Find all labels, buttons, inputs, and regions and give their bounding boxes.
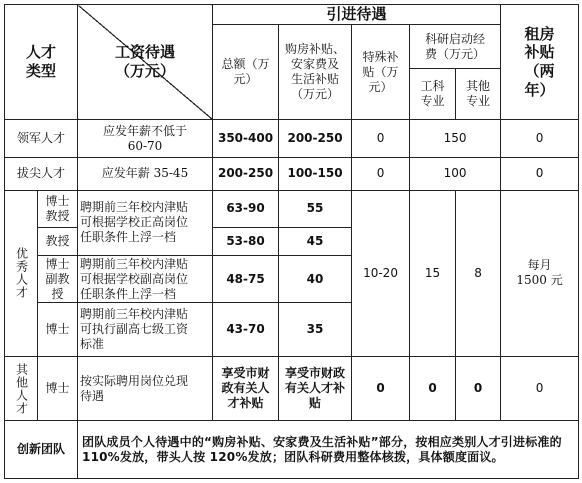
header-talent-type-line1: 人才 — [26, 43, 57, 62]
row-youxiu-salary-a — [78, 190, 213, 255]
row-youxiu-total3: 48-75 — [213, 255, 279, 303]
row-youxiu-salary-b-line1: 聘期前三年校内津贴 — [80, 256, 189, 271]
header-housing — [279, 25, 352, 120]
row-youxiu-sub3 — [38, 255, 78, 303]
header-special-line3: 元） — [368, 79, 393, 94]
row-lingjun-housing: 200-250 — [279, 120, 352, 157]
row-youxiu-sub1-line2: 教授 — [45, 208, 70, 223]
row-qita-type-text: 其他人才 — [14, 362, 29, 415]
table-row — [5, 421, 579, 479]
row-youxiu-rent-line2: 1500 元 — [516, 273, 563, 288]
header-research-eng-line1: 工科 — [420, 79, 445, 94]
row-youxiu-salary-c-line1: 聘期前三年校内津贴 — [80, 307, 189, 322]
header-research — [410, 25, 501, 68]
row-qita-housing-line2: 有关人才补 — [285, 381, 346, 396]
row-bajian-type: 拔尖人才 — [5, 157, 78, 190]
header-talent-type — [5, 5, 78, 120]
header-research-line1: 科研启动经 — [425, 31, 486, 46]
row-youxiu-salary-b-line3: 任职条件上浮一档 — [80, 286, 177, 301]
row-bajian-total: 200-250 — [213, 157, 279, 190]
header-rent-line3: （两 — [524, 62, 555, 81]
row-lingjun-research: 150 — [410, 120, 501, 157]
row-youxiu-salary-a-line3: 任职条件上浮一档 — [80, 230, 177, 245]
row-qita-total-line2: 政有关人 — [221, 381, 270, 396]
row-qita-housing-line3: 贴 — [309, 396, 322, 411]
row-youxiu-housing4: 35 — [279, 303, 352, 357]
header-rent-line4: 年） — [524, 80, 555, 99]
header-research-line2: 费（万元） — [425, 46, 486, 61]
header-rent-line1: 租房 — [524, 24, 555, 43]
row-youxiu-sub4: 博士 — [38, 303, 78, 357]
row-bajian-research: 100 — [410, 157, 501, 190]
row-youxiu-housing1: 55 — [279, 190, 352, 227]
header-total-line1: 总额（万 — [221, 57, 270, 72]
row-qita-special: 0 — [352, 357, 410, 421]
row-lingjun-special: 0 — [352, 120, 410, 157]
row-qita-salary-line2: 待遇 — [80, 388, 105, 403]
header-salary-line1: 工资待遇 — [115, 43, 176, 62]
header-salary-line2: （万元） — [115, 62, 176, 81]
row-qita-salary-line1: 按实际聘用岗位兑现 — [80, 373, 189, 388]
row-lingjun-type: 领军人才 — [5, 120, 78, 157]
header-research-eng-line2: 专业 — [420, 94, 445, 109]
row-youxiu-research-eng: 15 — [410, 190, 456, 356]
row-youxiu-sub1 — [38, 190, 78, 227]
row-qita-research-eng: 0 — [410, 357, 456, 421]
row-youxiu-total1: 63-90 — [213, 190, 279, 227]
row-youxiu-rent — [501, 190, 579, 356]
row-youxiu-salary-a-line2: 可根据学校正高岗位 — [80, 215, 189, 230]
header-research-other-line1: 其他 — [466, 79, 491, 94]
talent-remuneration-table — [4, 4, 579, 479]
row-qita-housing — [279, 357, 352, 421]
row-youxiu-type — [5, 190, 38, 356]
header-housing-line3: 生活补贴 — [291, 72, 340, 87]
table-row — [5, 120, 579, 157]
row-youxiu-sub3-line2: 副教授 — [45, 271, 70, 301]
row-youxiu-total2: 53-80 — [213, 227, 279, 255]
header-special-line2: 贴（万 — [362, 64, 399, 79]
row-youxiu-salary-a-line1: 聘期前三年校内津贴 — [80, 200, 189, 215]
row-team-note: 团队成员个人待遇中的“购房补贴、安家费及生活补贴”部分，按相应类别人才引进标准的 110%发放，带头人按 120%发放；团队科研费用整体核拨，具体额度面议。 — [78, 421, 579, 479]
row-lingjun-salary — [78, 120, 213, 157]
row-youxiu-salary-c-line2: 可执行副高七级工资 — [80, 322, 189, 337]
row-youxiu-housing3: 40 — [279, 255, 352, 303]
header-intro-group: 引进待遇 — [213, 5, 501, 25]
row-qita-total-line3: 才补贴 — [227, 396, 264, 411]
header-talent-type-line2: 类型 — [26, 62, 57, 81]
row-bajian-salary: 应发年薪 35-45 — [78, 157, 213, 190]
row-youxiu-research-other: 8 — [456, 190, 501, 356]
row-bajian-housing: 100-150 — [279, 157, 352, 190]
row-qita-type — [5, 357, 38, 421]
header-special-line1: 特殊补 — [362, 49, 399, 64]
header-research-other-line2: 专业 — [466, 94, 491, 109]
row-youxiu-salary-c — [78, 303, 213, 357]
row-youxiu-salary-b-line2: 可根据学校副高岗位 — [80, 271, 189, 286]
row-youxiu-salary-b — [78, 255, 213, 303]
row-bajian-rent: 0 — [501, 157, 579, 190]
row-youxiu-salary-c-line3: 标准 — [80, 337, 105, 352]
table-row — [5, 357, 579, 421]
header-salary — [78, 5, 213, 120]
header-rent — [501, 5, 579, 120]
row-youxiu-sub1-line1: 博士 — [45, 193, 70, 208]
row-lingjun-salary-line2: 60-70 — [127, 138, 163, 153]
row-qita-housing-line1: 享受市财政 — [285, 366, 346, 381]
header-research-other — [456, 68, 501, 120]
header-special — [352, 25, 410, 120]
row-lingjun-total: 350-400 — [213, 120, 279, 157]
table-row — [5, 157, 579, 190]
header-housing-line2: 安家费及 — [291, 57, 340, 72]
table-row — [5, 190, 579, 227]
header-total — [213, 25, 279, 120]
row-youxiu-special: 10-20 — [352, 190, 410, 356]
row-youxiu-housing2: 45 — [279, 227, 352, 255]
header-housing-line1: 购房补贴、 — [285, 42, 346, 57]
row-lingjun-salary-line1: 应发年薪不低于 — [103, 123, 188, 138]
row-qita-total — [213, 357, 279, 421]
row-qita-total-line1: 享受市财 — [221, 366, 270, 381]
row-youxiu-total4: 43-70 — [213, 303, 279, 357]
row-lingjun-rent: 0 — [501, 120, 579, 157]
row-youxiu-type-text: 优秀人才 — [14, 247, 29, 300]
row-qita-salary — [78, 357, 213, 421]
row-bajian-special: 0 — [352, 157, 410, 190]
header-rent-line2: 补贴 — [524, 43, 555, 62]
row-qita-research-other: 0 — [456, 357, 501, 421]
header-housing-line4: （万元） — [291, 87, 340, 102]
row-qita-rent: 0 — [501, 357, 579, 421]
row-qita-sub: 博士 — [38, 357, 78, 421]
row-youxiu-rent-line1: 每月 — [527, 258, 552, 273]
header-total-line2: 元） — [233, 72, 258, 87]
row-youxiu-sub3-line1: 博士 — [45, 256, 70, 271]
row-youxiu-sub2: 教授 — [38, 227, 78, 255]
header-research-eng — [410, 68, 456, 120]
row-team-label: 创新团队 — [5, 421, 78, 479]
